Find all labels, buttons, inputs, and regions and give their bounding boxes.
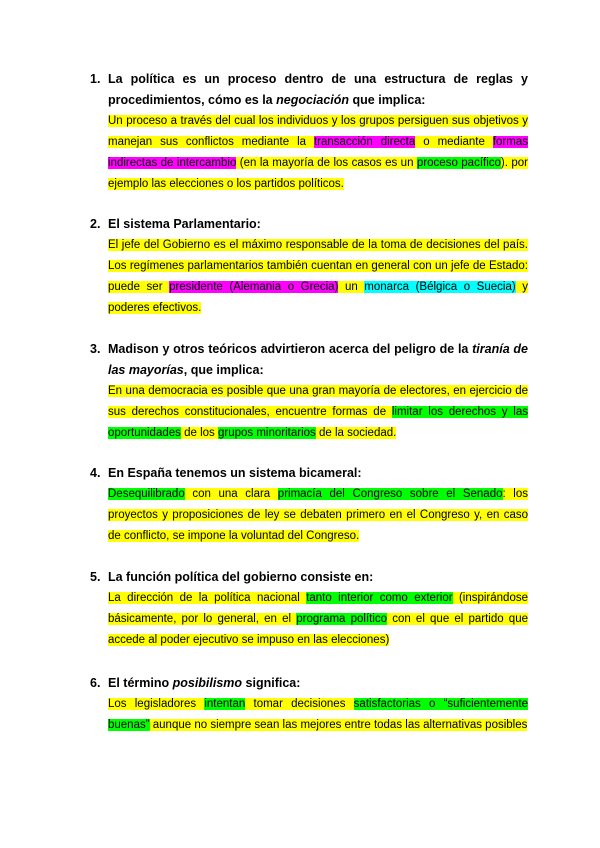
- answer-text: [108, 111, 528, 195]
- highlight-green: tanto interior como exterior: [306, 592, 453, 604]
- question-segment: La política es un proceso dentro de una estructura de reglas y procedimientos, cómo es la: [108, 72, 528, 107]
- question-segment: que implica:: [349, 93, 426, 107]
- question-segment: La función política del gobierno consiste en:: [108, 570, 374, 584]
- answer-text: [108, 694, 528, 736]
- highlight-magenta: presidente (Alemania o Grecia): [169, 281, 339, 293]
- answer-text: [108, 588, 528, 651]
- question-text: [108, 339, 528, 381]
- list-item: [90, 567, 528, 651]
- highlight-yellow: (en la mayoría de los casos es un: [236, 157, 417, 169]
- question-text: [108, 567, 528, 588]
- highlight-green: grupos minoritarios: [217, 427, 316, 439]
- highlight-green: proceso pacífico: [416, 157, 501, 169]
- question-segment: En España tenemos un sistema bicameral:: [108, 466, 362, 480]
- list-item: [90, 463, 528, 547]
- highlight-green: programa político: [296, 613, 388, 625]
- highlight-yellow: tomar decisiones: [245, 698, 354, 710]
- question-italic-term: posibilismo: [172, 676, 243, 690]
- question-segment: El término: [108, 676, 173, 690]
- answer-text: [108, 235, 528, 319]
- highlight-yellow: de los: [180, 427, 218, 439]
- question-text: [108, 673, 528, 694]
- highlight-green: limitar los derechos y las oportunidades: [108, 406, 529, 439]
- question-segment: , que implica:: [183, 363, 264, 377]
- list-item: [90, 69, 528, 195]
- question-italic-term: negociación: [276, 93, 350, 107]
- question-text: [108, 69, 528, 111]
- question-segment: El sistema Parlamentario:: [108, 217, 261, 231]
- item-number: 5.: [90, 570, 101, 584]
- highlight-yellow: : los proyectos y proposiciones de ley se debaten primero en el Congreso y, en caso de conflicto, se impone la voluntad del Congreso.: [108, 488, 529, 542]
- question-text: [108, 214, 528, 235]
- highlight-yellow: La dirección de la política nacional: [108, 592, 307, 604]
- answer-text: [108, 381, 528, 444]
- item-number: 2.: [90, 217, 101, 231]
- highlight-yellow: ). por ejemplo las elecciones o los partidos políticos.: [108, 157, 529, 190]
- question-text: [108, 463, 528, 484]
- highlight-green: intentan: [204, 698, 246, 710]
- highlight-yellow: Un proceso a través del cual los individuos y los grupos persiguen sus objetivos y manejan sus conflictos mediante la: [108, 115, 528, 148]
- highlight-green: Desequilibrado: [108, 488, 185, 500]
- answer-text: [108, 484, 528, 547]
- item-number: 4.: [90, 466, 101, 480]
- question-segment: significa:: [242, 676, 301, 690]
- highlight-yellow: un: [338, 281, 365, 293]
- question-segment: Madison y otros teóricos advirtieron acerca del peligro de la: [108, 342, 473, 356]
- highlight-yellow: En una democracia es posible que una gran mayoría de electores, en ejercicio de sus derechos constitucionales, encuentre formas de: [108, 385, 528, 418]
- highlight-yellow: (inspirándose básicamente, por lo general, en el: [108, 592, 528, 625]
- item-number: 3.: [90, 342, 101, 356]
- highlight-yellow: o mediante: [415, 136, 493, 148]
- highlight-yellow: Los legisladores: [108, 698, 205, 710]
- list-item: [90, 339, 528, 444]
- highlight-yellow: y poderes efectivos.: [108, 281, 528, 314]
- highlight-green: satisfactorias o “suficientemente buenas”: [108, 698, 528, 731]
- highlight-yellow: de la sociedad.: [315, 427, 397, 439]
- item-number: 6.: [90, 676, 101, 690]
- highlight-yellow: con una clara: [184, 488, 278, 500]
- item-number: 1.: [90, 72, 101, 86]
- list-item: [90, 214, 528, 319]
- question-italic-term: tiranía de las mayorías: [108, 342, 529, 377]
- highlight-cyan: monarca (Bélgica o Suecia): [364, 281, 516, 293]
- highlight-yellow: aunque no siempre sean las mejores entre todas las alternativas posibles: [149, 719, 528, 731]
- list-item: [90, 673, 528, 736]
- highlight-magenta: formas indirectas de intercambio: [108, 136, 528, 169]
- highlight-yellow: con el que el partido que accede al poder ejecutivo se impuso en las elecciones): [108, 613, 528, 646]
- highlight-green: primacía del Congreso sobre el Senado: [277, 488, 503, 500]
- highlight-magenta: transacción directa: [313, 136, 416, 148]
- highlight-yellow: El jefe del Gobierno es el máximo responsable de la toma de decisiones del país. Los regímenes parlamentarios también cuentan en general con un jefe de Estado: puede ser: [108, 239, 528, 293]
